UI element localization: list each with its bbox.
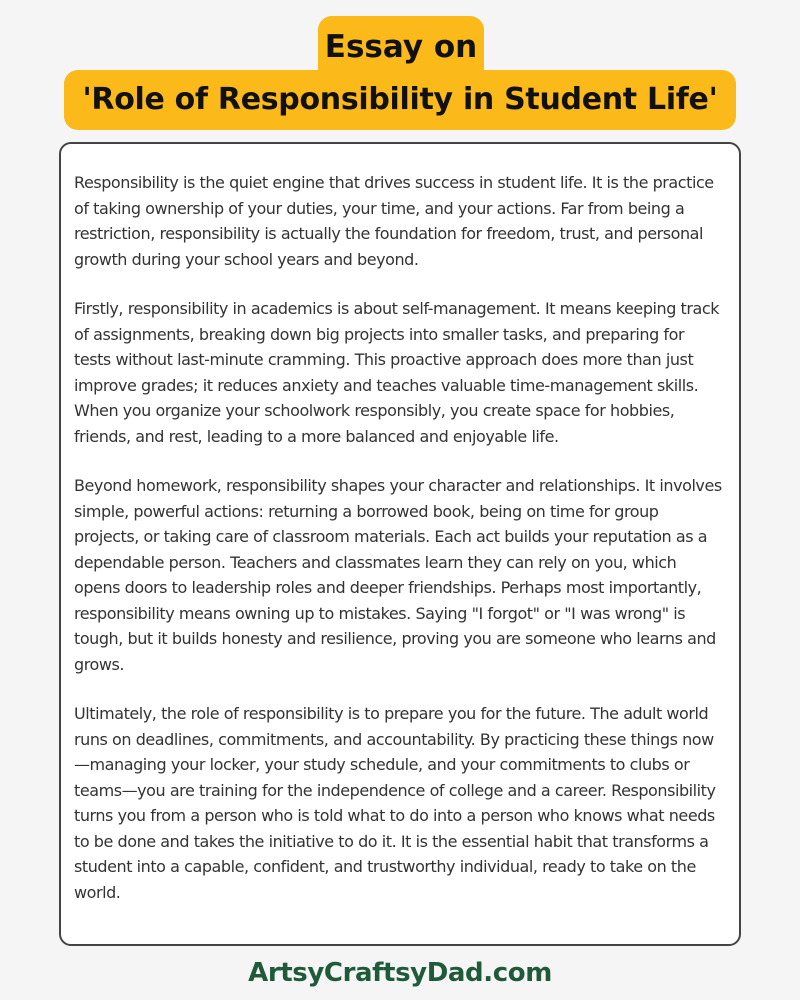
footer-site-name: ArtsyCraftsyDad.com (248, 958, 552, 988)
essay-paragraph-3: Beyond homework, responsibility shapes your character and relationships. It involves simple, powerful actions: returning a borrowed book, being on time for group projects, or taking care of classroom materials. Each act builds your reputation as a dependable person. Teachers and classmates learn they can rely on you, which opens doors to leadership roles and deeper friendships. Perhaps most importantly, responsibility means owning up to mistakes. Saying "I forgot" or "I was wrong" is tough, but it builds honesty and resilience, proving you are someone who learns and grows. (74, 476, 722, 674)
essay-paragraph-4: Ultimately, the role of responsibility is to prepare you for the future. The adult world runs on deadlines, commitments, and accountability. By practicing these things now—managing your locker, your study schedule, and your commitments to clubs or teams—you are training for the independence of college and a career. Responsibility turns you from a person who is told what to do into a person who knows what needs to be done and takes the initiative to do it. It is the essential habit that transforms a student into a capable, confident, and trustworthy individual, ready to take on the world. (74, 704, 716, 902)
essay-box (59, 142, 741, 946)
title-line-2: 'Role of Responsibility in Student Life' (64, 70, 736, 130)
essay-paragraph-1: Responsibility is the quiet engine that drives success in student life. It is the practice of taking ownership of your duties, your time, and your actions. Far from being a restriction, responsibility is actually the foundation for freedom, trust, and personal growth during your school years and beyond. (74, 173, 714, 269)
essay-paragraph-2: Firstly, responsibility in academics is about self-management. It means keeping track of assignments, breaking down big projects into smaller tasks, and preparing for tests without last-minute cramming. This proactive approach does more than just improve grades; it reduces anxiety and teaches valuable time-management skills. When you organize your schoolwork responsibly, you create space for hobbies, friends, and rest, leading to a more balanced and enjoyable life. (74, 299, 720, 446)
title-line-1: Essay on (318, 16, 484, 78)
